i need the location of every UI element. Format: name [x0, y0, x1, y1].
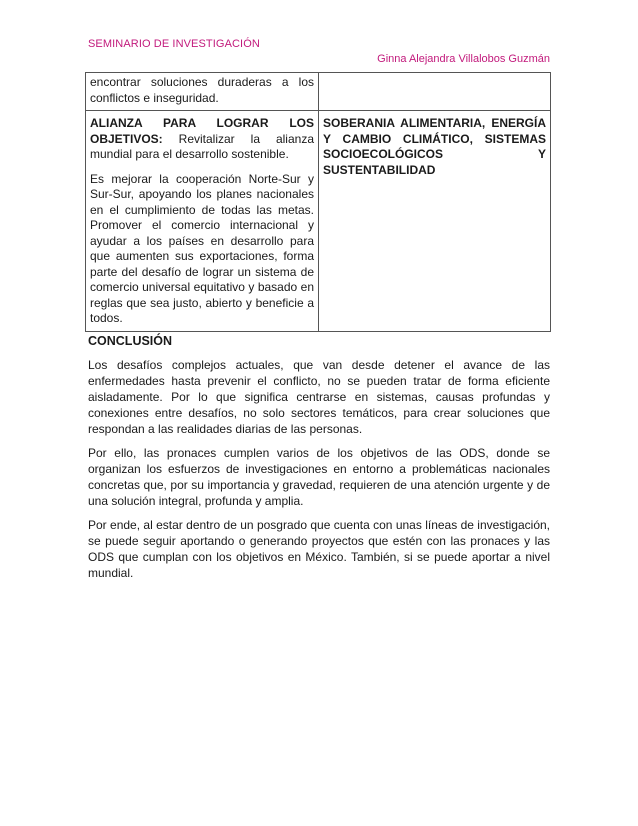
objective-text — [90, 116, 314, 163]
objectives-table — [85, 72, 551, 332]
table-cell — [319, 73, 551, 111]
objective-description: Es mejorar la cooperación Norte-Sur y Sur-Sur, apoyando los planes nacionales en el cumplimiento de todas las metas. Promover el comercio internacional y ayudar a los países en desarrollo para que aumenten sus exportaciones, forma parte del desafío de lograr un sistema de comercio universal equitativo y basado en reglas que sea justo, abierto y beneficie a todos. — [90, 171, 314, 325]
conclusion-paragraph: Los desafíos complejos actuales, que van desde detener el avance de las enfermedades hasta prevenir el conflicto, no se pueden tratar de forma eficiente aisladamente. Por lo que significa centrarse en sistemas, causas profundas y conexiones entre desafíos, no solo sectores temáticos, para crear soluciones que respondan a las realidades diarias de las personas. — [88, 358, 550, 436]
conclusion-title: CONCLUSIÓN — [88, 334, 173, 348]
conclusion-paragraph: Por ello, las pronaces cumplen varios de los objetivos de las ODS, donde se organizan los esfuerzos de investigaciones en entorno a problemáticas nacionales concretas que, por su importancia y gravedad, requieren de una atención urgente y de una solución integral, profunda y amplia. — [88, 446, 550, 508]
table-cell — [86, 73, 319, 111]
table-row — [86, 111, 551, 332]
objective-summary: Revitalizar la alianza mundial para el desarrollo sostenible. — [90, 131, 314, 161]
table-row — [86, 73, 551, 111]
table-cell — [86, 111, 319, 332]
header-title: SEMINARIO DE INVESTIGACIÓN — [88, 38, 260, 50]
conclusion-paragraph: Por ende, al estar dentro de un posgrado que cuenta con unas líneas de investigación, se puede seguir aportando o generando proyectos que estén con las pronaces y las ODS que cumplan con los objetivos en México. También, si se puede aportar a nivel mundial. — [88, 518, 550, 580]
objective-heading: ALIANZA PARA LOGRAR LOS OBJETIVOS: — [90, 116, 314, 146]
table-cell — [319, 111, 551, 332]
pronaces-heading: SOBERANIA ALIMENTARIA, ENERGÍA Y CAMBIO CLIMÁTICO, SISTEMAS SOCIOECOLÓGICOS Y SUSTENTABILIDAD — [323, 116, 546, 177]
header-author: Ginna Alejandra Villalobos Guzmán — [377, 53, 550, 65]
conclusion-body — [88, 357, 550, 589]
cell-text: encontrar soluciones duraderas a los conflictos e inseguridad. — [90, 75, 314, 105]
